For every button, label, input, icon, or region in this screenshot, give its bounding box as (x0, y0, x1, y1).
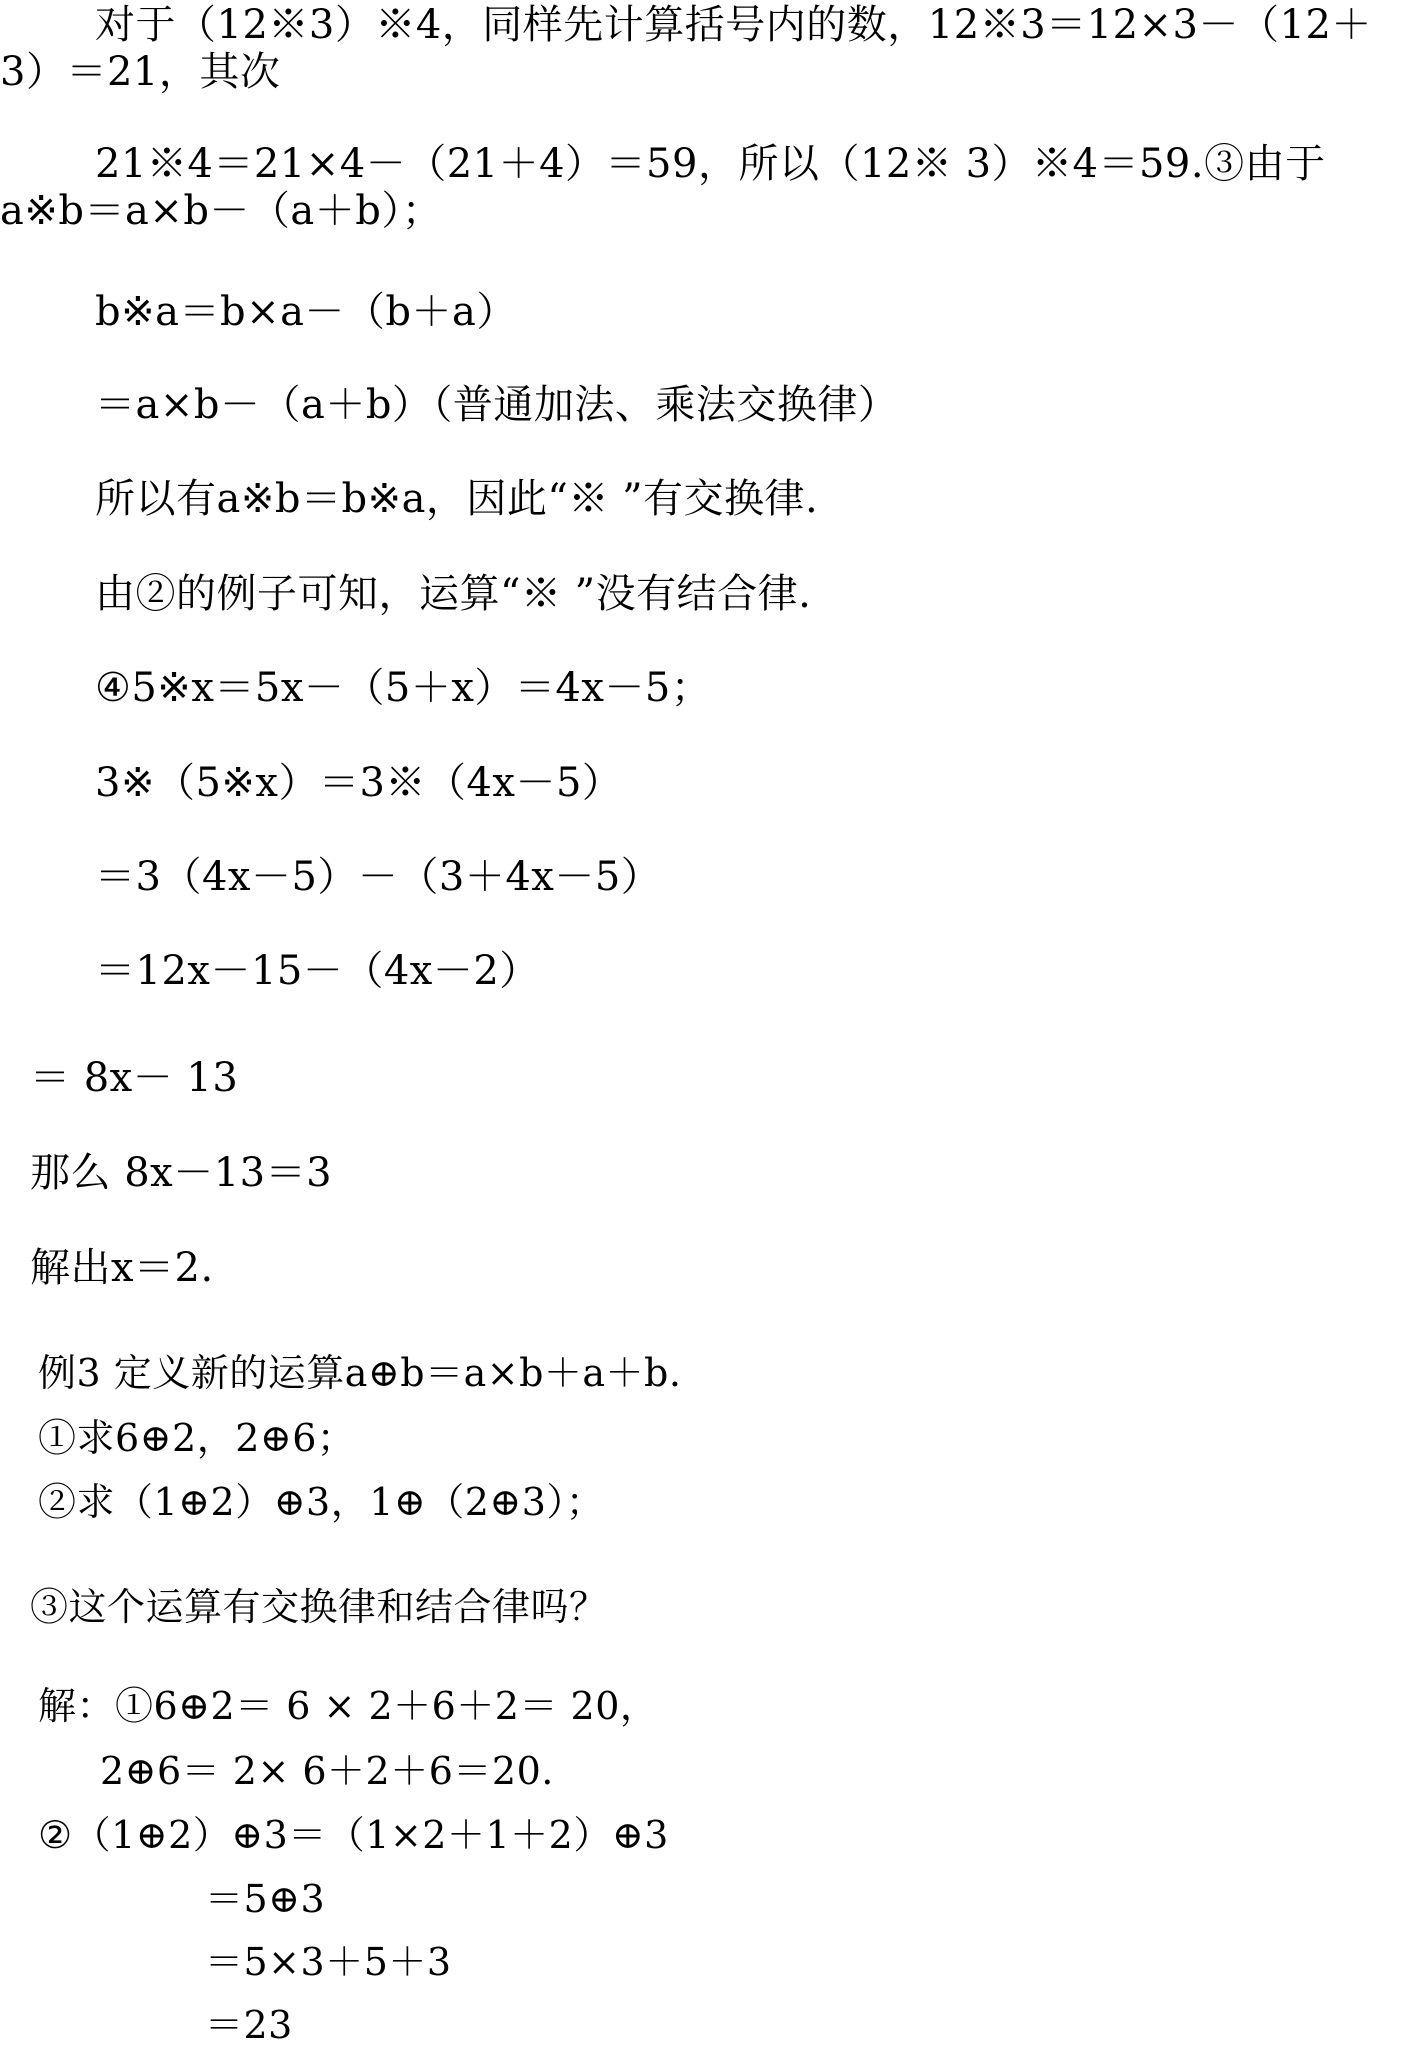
text-line-11: ＝ 8x－ 13 (30, 1055, 239, 1101)
text-line-3: b※a＝b×a－（b＋a） (95, 289, 517, 335)
text-line-7: ④5※x＝5x－（5＋x）＝4x－5； (95, 665, 712, 711)
example-question-2: ②求（1⊕2）⊕3，1⊕（2⊕3）； (38, 1480, 605, 1524)
text-line-10: ＝12x－15－（4x－2） (95, 948, 540, 994)
solution-line-4: ＝5⊕3 (205, 1877, 326, 1921)
example-question-3: ③这个运算有交换律和结合律吗？ (30, 1585, 608, 1629)
solution-line-5: ＝5×3＋5＋3 (205, 1940, 452, 1984)
text-line-2: 21※4＝21×4－（21＋4）＝59，所以（12※ 3）※4＝59.③由于a※b＝a×b－（a＋b）； (0, 141, 1326, 234)
example-heading: 例3 定义新的运算a⊕b＝a×b＋a＋b. (38, 1351, 682, 1395)
example-question-1: ①求6⊕2，2⊕6； (38, 1416, 356, 1460)
solution-line-1: 解：①6⊕2＝ 6 × 2＋6＋2＝ 20， (38, 1684, 659, 1728)
solution-line-2: 2⊕6＝ 2× 6＋2＋6＝20. (100, 1749, 554, 1793)
text-line-12: 那么 8x－13＝3 (30, 1150, 333, 1196)
text-line-6: 由②的例子可知，运算“※ ”没有结合律. (95, 571, 812, 617)
text-line-4: ＝a×b－（a＋b）（普通加法、乘法交换律） (95, 382, 899, 428)
text-line-1: 对于（12※3）※4，同样先计算括号内的数，12※3＝12×3－（12＋3）＝21，其次 (0, 2, 1372, 95)
text-line-5: 所以有a※b＝b※a，因此“※ ”有交换律. (95, 476, 819, 522)
solution-line-6: ＝23 (205, 2003, 293, 2047)
text-line-13: 解出x＝2. (30, 1245, 214, 1291)
text-line-8: 3※（5※x）＝3※（4x－5） (95, 760, 623, 806)
text-line-9: ＝3（4x－5）－（3＋4x－5） (95, 854, 662, 900)
solution-line-3: ②（1⊕2）⊕3＝（1×2＋1＋2）⊕3 (38, 1813, 669, 1857)
